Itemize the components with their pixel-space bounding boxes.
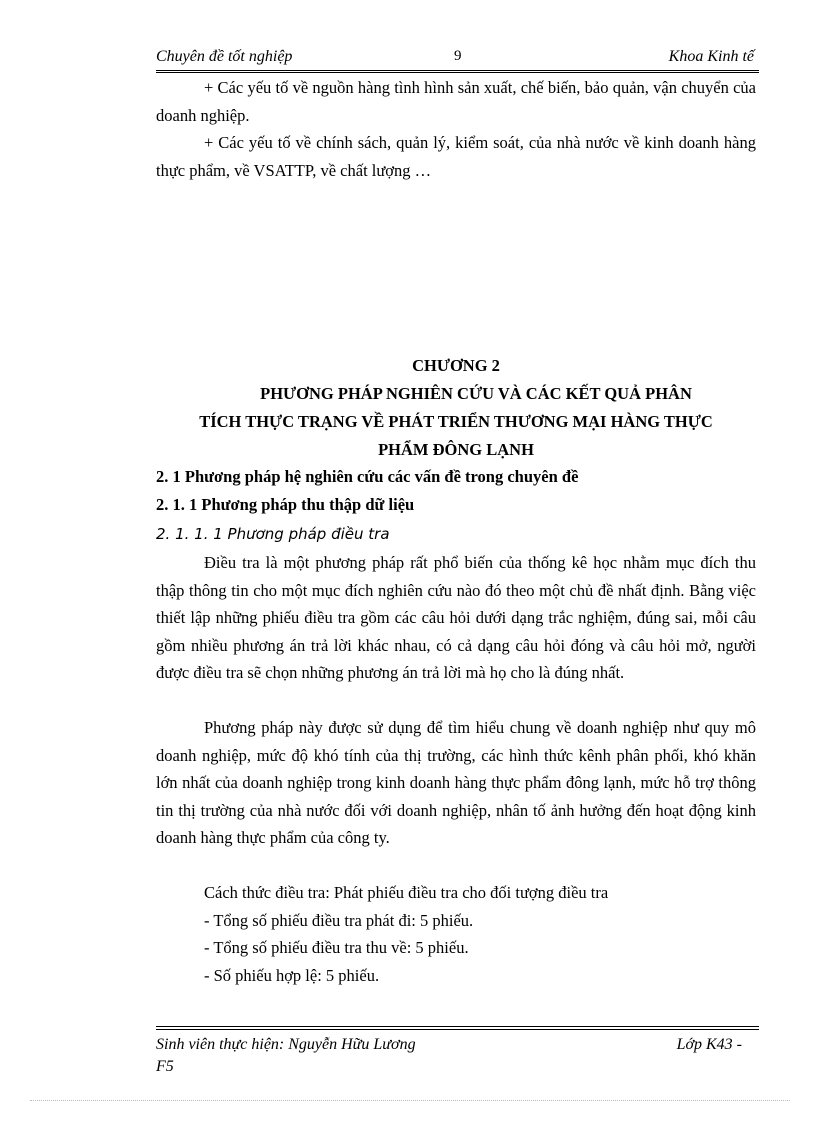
paragraph-survey-definition: Điều tra là một phương pháp rất phổ biến của thống kê học nhằm mục đích thu thập thông tin cho một mục đích nghiên cứu nào đó theo một chủ đề nhất định. Bằng việc thiết lập những phiếu điều tra gồm các câu hỏi dưới dạng trắc nghiệm, đúng sai, mỗi câu gồm nhiều phương án trả lời khác nhau, có cả dạng câu hỏi đóng và câu hỏi mở, người được điều tra sẽ chọn những phương án trả lời mà họ cho là đúng nhất.: [156, 553, 756, 682]
header-right: Khoa Kinh tế: [668, 48, 754, 65]
list-item-received: - Tổng số phiếu điều tra thu về: 5 phiếu.: [204, 938, 469, 957]
list-item-sent: - Tổng số phiếu điều tra phát đi: 5 phiếu.: [204, 911, 474, 930]
footer-class: Lớp K43 -: [676, 1036, 742, 1053]
page-header: [156, 48, 756, 70]
page-footer: [156, 1034, 756, 1078]
page-number: 9: [454, 48, 462, 64]
intro-paragraph-1: + Các yếu tố về nguồn hàng tình hình sản xuất, chế biến, bảo quản, vận chuyển của doanh nghiệp.: [156, 78, 756, 125]
header-rule-2: [156, 72, 759, 73]
page-bottom-border: [30, 1100, 790, 1101]
section-2-1-1-1-heading: 2. 1. 1. 1 Phương pháp điều tra: [156, 525, 390, 543]
section-2-1-heading: 2. 1 Phương pháp hệ nghiên cứu các vấn đề trong chuyên đề: [156, 467, 579, 486]
chapter-title-line-3: PHẨM ĐÔNG LẠNH: [378, 440, 534, 459]
chapter-title-line-2: TÍCH THỰC TRẠNG VỀ PHÁT TRIỂN THƯƠNG MẠI HÀNG THỰC: [199, 412, 713, 431]
paragraph-survey-method: Cách thức điều tra: Phát phiếu điều tra cho đối tượng điều tra: [204, 883, 609, 902]
footer-class-cont: F5: [156, 1058, 174, 1075]
chapter-title-line-1: PHƯƠNG PHÁP NGHIÊN CỨU VÀ CÁC KẾT QUẢ PHÂN: [260, 384, 692, 403]
header-left: Chuyên đề tốt nghiệp: [156, 48, 293, 65]
intro-paragraph-2: + Các yếu tố về chính sách, quản lý, kiểm soát, của nhà nước về kinh doanh hàng thực phẩm, về VSATTP, về chất lượng …: [156, 133, 756, 180]
footer-rule-2: [156, 1029, 759, 1030]
header-rule: [156, 70, 759, 71]
footer-student: Sinh viên thực hiện: Nguyễn Hữu Lương: [156, 1036, 416, 1053]
paragraph-method-usage: Phương pháp này được sử dụng để tìm hiểu chung về doanh nghiệp như quy mô doanh nghiệp, mức độ khó tính của thị trường, các hình thức kênh phân phối, khó khăn lớn nhất của doanh nghiệp trong kinh doanh hàng thực phẩm đông lạnh, mức hỗ trợ thông tin thị trường của nhà nước đối với doanh nghiệp, nhân tố ảnh hưởng đến hoạt động kinh doanh hàng thực phẩm của công ty.: [156, 718, 756, 847]
chapter-number: CHƯƠNG 2: [412, 356, 500, 375]
footer-rule: [156, 1026, 759, 1027]
list-item-valid: - Số phiếu hợp lệ: 5 phiếu.: [204, 966, 380, 985]
section-2-1-1-heading: 2. 1. 1 Phương pháp thu thập dữ liệu: [156, 495, 415, 514]
